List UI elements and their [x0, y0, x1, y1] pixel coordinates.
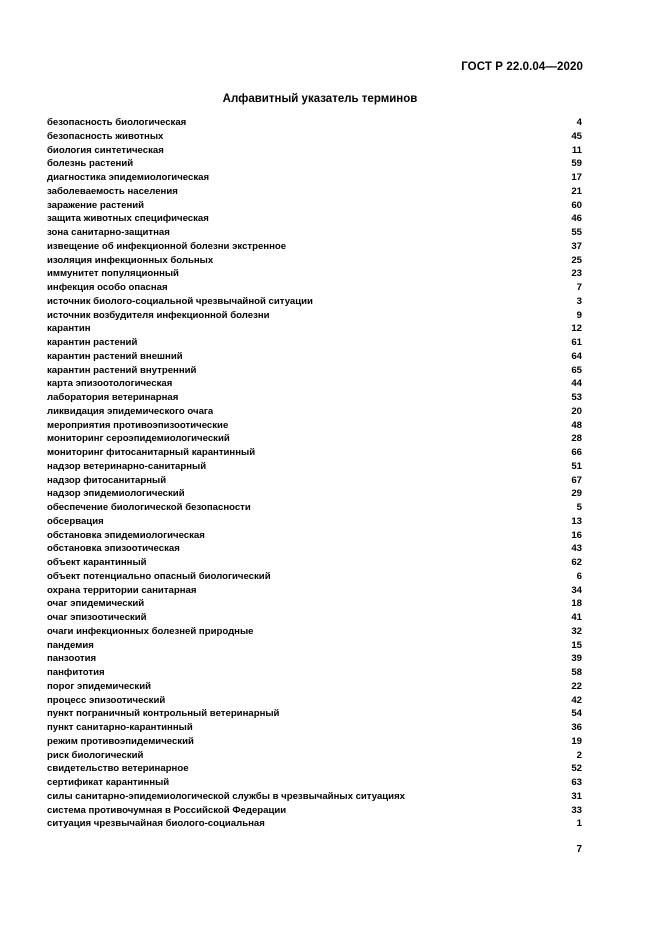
index-entry [47, 556, 582, 570]
index-page-ref: 3 [576, 295, 582, 307]
index-page-ref: 1 [576, 818, 582, 830]
index-term: панзоотия [47, 653, 97, 665]
index-entry [47, 199, 582, 213]
index-page-ref: 53 [571, 392, 582, 403]
index-entry [47, 487, 582, 501]
index-entry [47, 707, 582, 721]
index-page-ref: 32 [571, 625, 582, 637]
index-term: источник возбудителя инфекционной болезни [47, 309, 270, 321]
index-term: режим противоэпидемический [47, 735, 194, 747]
index-page-ref: 52 [571, 763, 582, 775]
index-page-ref: 31 [571, 790, 582, 802]
index-term: очаги инфекционных болезней природные [47, 625, 254, 637]
index-entry [47, 240, 582, 254]
index-entry [47, 144, 582, 158]
index-term: диагностика эпидемиологическая [47, 172, 210, 183]
index-entry [47, 542, 582, 556]
index-entry [47, 474, 582, 488]
index-entry [47, 790, 582, 804]
index-entry [47, 804, 582, 818]
index-term: охрана территории санитарная [47, 584, 197, 596]
index-term: изоляция инфекционных больных [47, 254, 214, 266]
index-page-ref: 2 [576, 749, 582, 761]
index-page-ref: 46 [571, 213, 582, 225]
index-entry [47, 666, 582, 680]
index-term: объект потенциально опасный биологический [47, 570, 271, 582]
index-term: лаборатория ветеринарная [47, 392, 179, 403]
index-page-ref: 22 [571, 680, 582, 692]
index-page-ref: 48 [571, 419, 582, 431]
index-page-ref: 21 [571, 185, 582, 197]
index-entry [47, 529, 582, 543]
index-entry [47, 226, 582, 240]
index-page-ref: 18 [571, 598, 582, 610]
index-entry [47, 419, 582, 433]
index-page-ref: 61 [571, 337, 582, 348]
index-page-ref: 11 [571, 144, 582, 156]
index-term: карантин растений внешний [47, 350, 183, 362]
index-entry [47, 364, 582, 378]
index-entry [47, 721, 582, 735]
index-page-ref: 51 [571, 460, 582, 472]
index-page-ref: 17 [571, 172, 582, 183]
index-page-ref: 9 [576, 309, 582, 321]
index-term: извещение об инфекционной болезни экстренное [47, 240, 287, 252]
index-term: ситуация чрезвычайная биолого-социальная [47, 818, 265, 830]
document-code: ГОСТ Р 22.0.04—2020 [461, 61, 583, 73]
index-term: мероприятия противоэпизоотические [47, 419, 229, 431]
index-page-ref: 65 [571, 364, 582, 376]
index-term: сертификат карантинный [47, 777, 170, 788]
index-entry [47, 322, 582, 336]
index-page-ref: 41 [571, 612, 582, 623]
index-page-ref: 12 [571, 323, 582, 335]
index-page-ref: 63 [571, 777, 582, 788]
index-page-ref: 39 [571, 653, 582, 665]
index-term: пандемия [47, 639, 94, 651]
index-page-ref: 28 [571, 433, 582, 445]
index-entry [47, 446, 582, 460]
index-entry [47, 405, 582, 419]
index-list [47, 116, 582, 831]
index-page-ref: 55 [571, 227, 582, 238]
index-entry [47, 116, 582, 130]
index-term: обстановка эпидемиологическая [47, 529, 205, 541]
index-term: заболеваемость населения [47, 185, 178, 197]
index-page-ref: 44 [571, 378, 582, 390]
index-term: пункт санитарно-карантинный [47, 722, 193, 733]
index-term: карантин растений внутренний [47, 364, 197, 376]
index-entry [47, 694, 582, 708]
index-entry [47, 501, 582, 515]
index-entry [47, 350, 582, 364]
index-term: надзор фитосанитарный [47, 474, 167, 486]
index-term: пункт пограничный контрольный ветеринарный [47, 708, 280, 720]
index-page-ref: 67 [571, 474, 582, 486]
index-term: карта эпизоотологическая [47, 378, 173, 390]
index-entry [47, 776, 582, 790]
index-page-ref: 16 [571, 529, 582, 541]
index-term: силы санитарно-эпидемиологической службы в чрезвычайных ситуациях [47, 790, 406, 802]
page-number: 7 [576, 844, 582, 855]
index-term: обеспечение биологической безопасности [47, 502, 251, 513]
index-entry [47, 212, 582, 226]
index-term: безопасность биологическая [47, 117, 187, 128]
index-entry [47, 377, 582, 391]
index-term: надзор эпидемиологический [47, 488, 185, 500]
index-term: биология синтетическая [47, 144, 164, 156]
index-entry [47, 391, 582, 405]
index-page-ref: 64 [571, 350, 582, 362]
index-entry [47, 460, 582, 474]
index-term: очаг эпизоотический [47, 612, 147, 623]
index-entry [47, 309, 582, 323]
index-term: система противочумная в Российской Федерации [47, 804, 287, 816]
index-entry [47, 432, 582, 446]
index-term: ликвидация эпидемического очага [47, 405, 214, 417]
index-entry [47, 584, 582, 598]
index-entry [47, 157, 582, 171]
index-page-ref: 43 [571, 543, 582, 555]
index-term: надзор ветеринарно-санитарный [47, 460, 207, 472]
index-page-ref: 34 [571, 584, 582, 596]
index-page-ref: 19 [571, 735, 582, 747]
index-page-ref: 54 [571, 708, 582, 720]
index-term: безопасность животных [47, 130, 164, 142]
index-term: источник биолого-социальной чрезвычайной ситуации [47, 295, 313, 307]
index-entry [47, 570, 582, 584]
index-entry [47, 185, 582, 199]
index-entry [47, 762, 582, 776]
index-page-ref: 33 [571, 804, 582, 816]
index-entry [47, 267, 582, 281]
index-entry [47, 749, 582, 763]
index-term: мониторинг сероэпидемиологический [47, 433, 230, 445]
index-term: мониторинг фитосанитарный карантинный [47, 447, 256, 458]
index-term: иммунитет популяционный [47, 268, 179, 280]
index-page-ref: 62 [571, 557, 582, 568]
index-page-ref: 29 [571, 488, 582, 500]
index-term: порог эпидемический [47, 680, 152, 692]
index-entry [47, 254, 582, 268]
index-term: очаг эпидемический [47, 598, 145, 610]
index-page-ref: 6 [576, 570, 582, 582]
index-term: карантин растений [47, 337, 138, 348]
index-page-ref: 37 [571, 240, 582, 252]
index-page-ref: 15 [571, 639, 582, 651]
index-term: обстановка эпизоотическая [47, 543, 180, 555]
index-page-ref: 36 [571, 722, 582, 733]
index-term: риск биологический [47, 749, 144, 761]
index-term: объект карантинный [47, 557, 147, 568]
index-entry [47, 515, 582, 529]
index-term: зона санитарно-защитная [47, 227, 170, 238]
index-entry [47, 625, 582, 639]
index-term: процесс эпизоотический [47, 694, 166, 706]
index-term: болезнь растений [47, 158, 134, 170]
index-term: панфитотия [47, 667, 105, 678]
index-entry [47, 171, 582, 185]
index-entry [47, 611, 582, 625]
index-page-ref: 45 [571, 130, 582, 142]
index-page-ref: 20 [571, 405, 582, 417]
index-page-ref: 23 [571, 268, 582, 280]
index-entry [47, 652, 582, 666]
index-page-ref: 25 [571, 254, 582, 266]
index-term: защита животных специфическая [47, 213, 209, 225]
index-page-ref: 60 [571, 199, 582, 211]
index-term: карантин [47, 323, 91, 335]
index-term: заражение растений [47, 199, 145, 211]
index-entry [47, 680, 582, 694]
index-entry [47, 295, 582, 309]
index-entry [47, 130, 582, 144]
index-page-ref: 13 [571, 515, 582, 527]
index-entry [47, 281, 582, 295]
index-entry [47, 639, 582, 653]
index-page-ref: 59 [571, 158, 582, 170]
index-term: свидетельство ветеринарное [47, 763, 189, 775]
index-page-ref: 5 [576, 502, 582, 513]
index-entry [47, 817, 582, 831]
index-term: обсервация [47, 515, 104, 527]
index-page-ref: 66 [571, 447, 582, 458]
index-title: Алфавитный указатель терминов [222, 93, 418, 105]
index-page-ref: 4 [576, 117, 582, 128]
index-entry [47, 597, 582, 611]
index-page-ref: 42 [571, 694, 582, 706]
index-page-ref: 58 [571, 667, 582, 678]
index-term: инфекция особо опасная [47, 282, 168, 293]
index-entry [47, 735, 582, 749]
index-entry [47, 336, 582, 350]
index-page-ref: 7 [576, 282, 582, 293]
